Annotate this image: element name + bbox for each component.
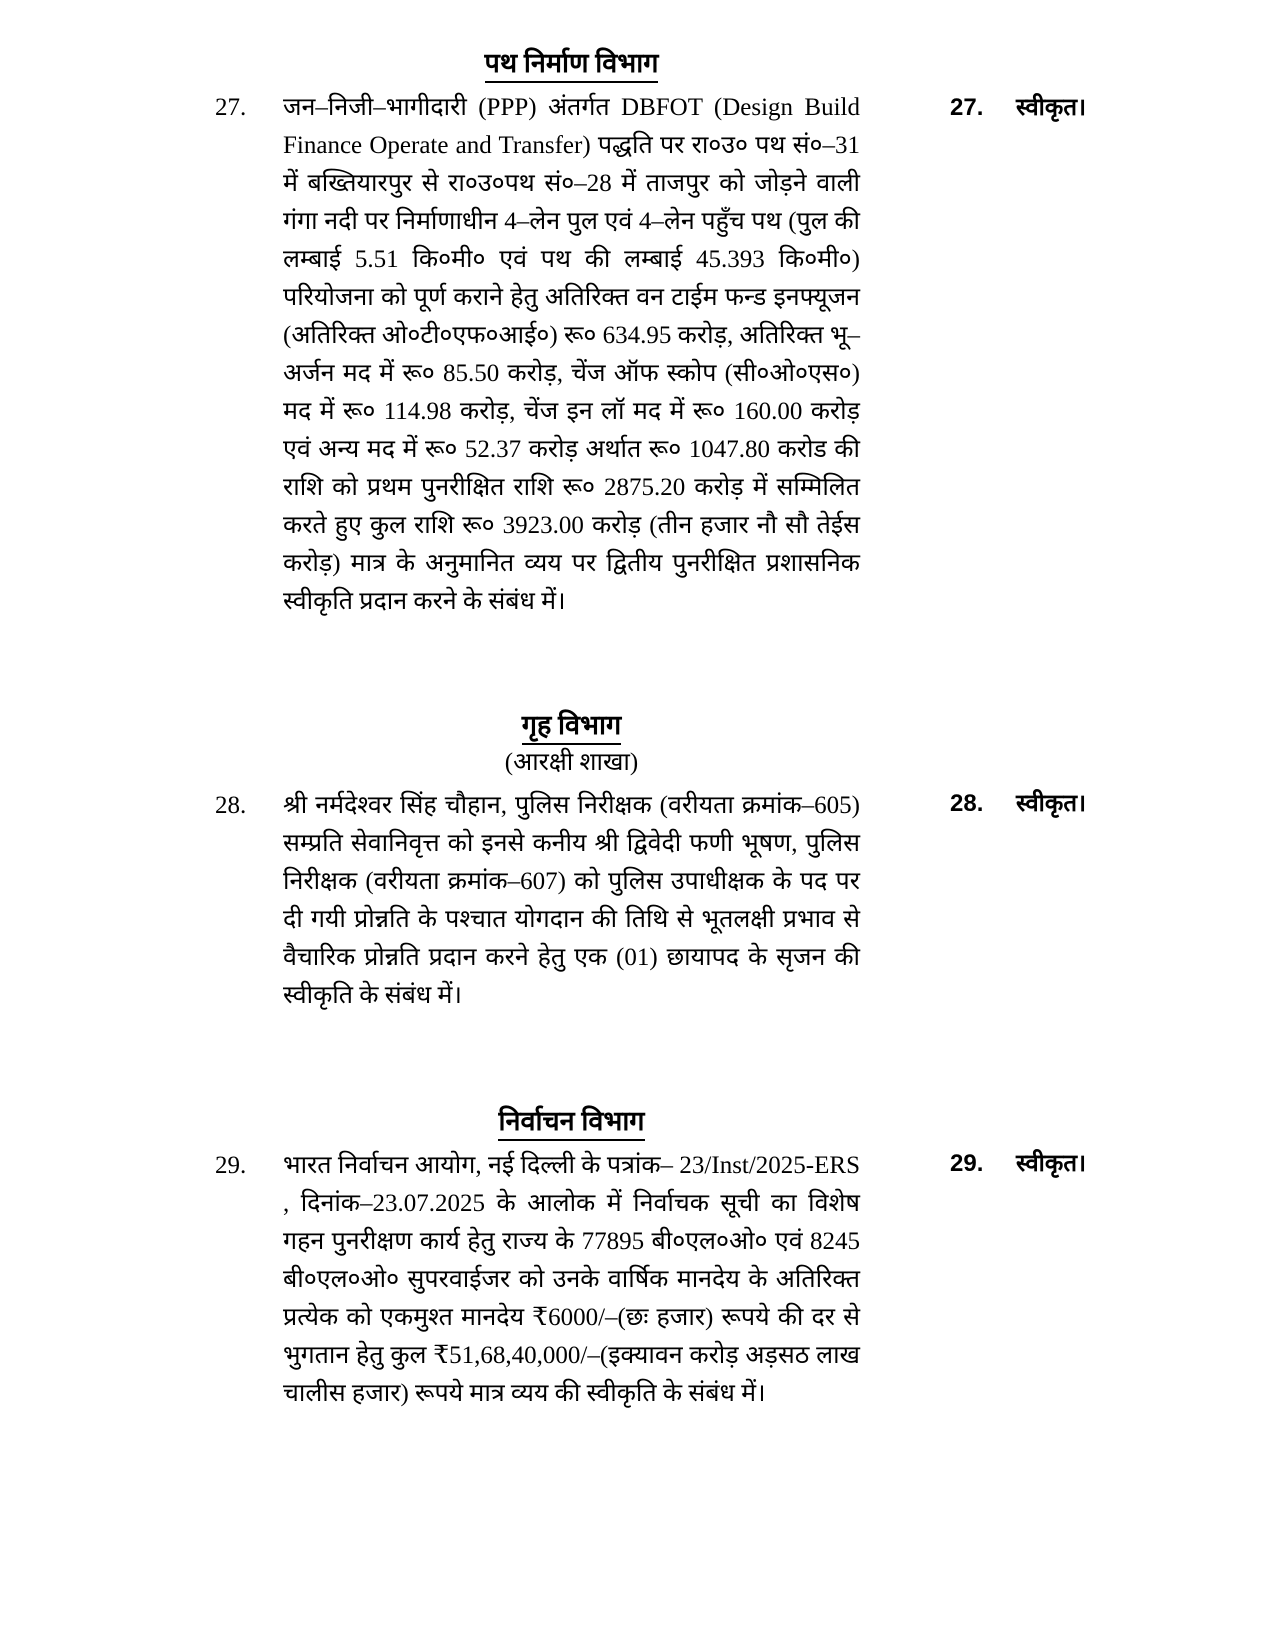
- decision-entry-27: [950, 92, 1086, 124]
- section-election-dept: [215, 1104, 860, 1413]
- agenda-item-27: [215, 89, 860, 621]
- decision-status: स्वीकृत।: [1016, 790, 1087, 817]
- section-heading: गृह विभाग: [522, 708, 621, 745]
- section-heading: पथ निर्माण विभाग: [485, 46, 659, 83]
- item-number: 29.: [215, 1152, 247, 1179]
- agenda-item-28: [215, 787, 860, 1015]
- decision-entry-29: [950, 1148, 1086, 1180]
- section-heading-wrap: [283, 1104, 860, 1141]
- section-heading-wrap: [283, 708, 860, 745]
- item-text: श्री नर्मदेश्वर सिंह चौहान, पुलिस निरीक्षक (वरीयता क्रमांक–605) सम्प्रति सेवानिवृत्त को इनसे कनीय श्री द्विवेदी फणी भूषण, पुलिस निरीक्षक (वरीयता क्रमांक–607) को पुलिस उपाधीक्षक के पद पर दी गयी प्रोन्नति के पश्चात योगदान की तिथि से भूतलक्षी प्रभाव से वैचारिक प्रोन्नति प्रदान करने हेतु एक (01) छायापद के सृजन की स्वीकृति के संबंध में।: [283, 792, 860, 1009]
- decision-number: 27.: [950, 94, 984, 121]
- decision-number: 29.: [950, 1150, 984, 1177]
- section-home-dept: [215, 708, 860, 1015]
- agenda-item-29: [215, 1147, 860, 1413]
- section-path-construction-dept: [215, 46, 860, 621]
- item-text: भारत निर्वाचन आयोग, नई दिल्ली के पत्रांक– 23/Inst/2025-ERS , दिनांक–23.07.2025 के आलोक में निर्वाचक सूची का विशेष गहन पुनरीक्षण कार्य हेतु राज्य के 77895 बी०एल०ओ० एवं 8245 बी०एल०ओ० सुपरवाईजर को उनके वार्षिक मानदेय के अतिरिक्त प्रत्येक को एकमुश्त मानदेय ₹6000/–(छः हजार) रूपये की दर से भुगतान हेतु कुल ₹51,68,40,000/–(इक्यावन करोड़ अड़सठ लाख चालीस हजार) रूपये मात्र व्यय की स्वीकृति के संबंध में।: [283, 1152, 860, 1407]
- section-subheading: (आरक्षी शाखा): [504, 749, 639, 776]
- decision-status: स्वीकृत।: [1016, 1150, 1087, 1177]
- decision-entry-28: [950, 788, 1086, 820]
- item-number: 28.: [215, 792, 247, 819]
- section-heading-wrap: [283, 46, 860, 83]
- decision-status: स्वीकृत।: [1016, 94, 1087, 121]
- item-number: 27.: [215, 94, 247, 121]
- section-heading: निर्वाचन विभाग: [498, 1104, 644, 1141]
- item-text: जन–निजी–भागीदारी (PPP) अंतर्गत DBFOT (Design Build Finance Operate and Transfer) पद्धति पर रा०उ० पथ सं०–31 में बख्तियारपुर से रा०उ०पथ सं०–28 में ताजपुर को जोड़ने वाली गंगा नदी पर निर्माणाधीन 4–लेन पुल एवं 4–लेन पहुँच पथ (पुल की लम्बाई 5.51 कि०मी० एवं पथ की लम्बाई 45.393 कि०मी०) परियोजना को पूर्ण कराने हेतु अतिरिक्त वन टाईम फन्ड इनफ्यूजन (अतिरिक्त ओ०टी०एफ०आई०) रू० 634.95 करोड़, अतिरिक्त भू–अर्जन मद में रू० 85.50 करोड़, चेंज ऑफ स्कोप (सी०ओ०एस०) मद में रू० 114.98 करोड़, चेंज इन लॉ मद में रू० 160.00 करोड़ एवं अन्य मद में रू० 52.37 करोड़ अर्थात रू० 1047.80 करोड की राशि को प्रथम पुनरीक्षित राशि रू० 2875.20 करोड़ में सम्मिलित करते हुए कुल राशि रू० 3923.00 करोड़ (तीन हजार नौ सौ तेईस करोड़) मात्र के अनुमानित व्यय पर द्वितीय पुनरीक्षित प्रशासनिक स्वीकृति प्रदान करने के संबंध में।: [283, 94, 860, 615]
- decision-number: 28.: [950, 790, 984, 817]
